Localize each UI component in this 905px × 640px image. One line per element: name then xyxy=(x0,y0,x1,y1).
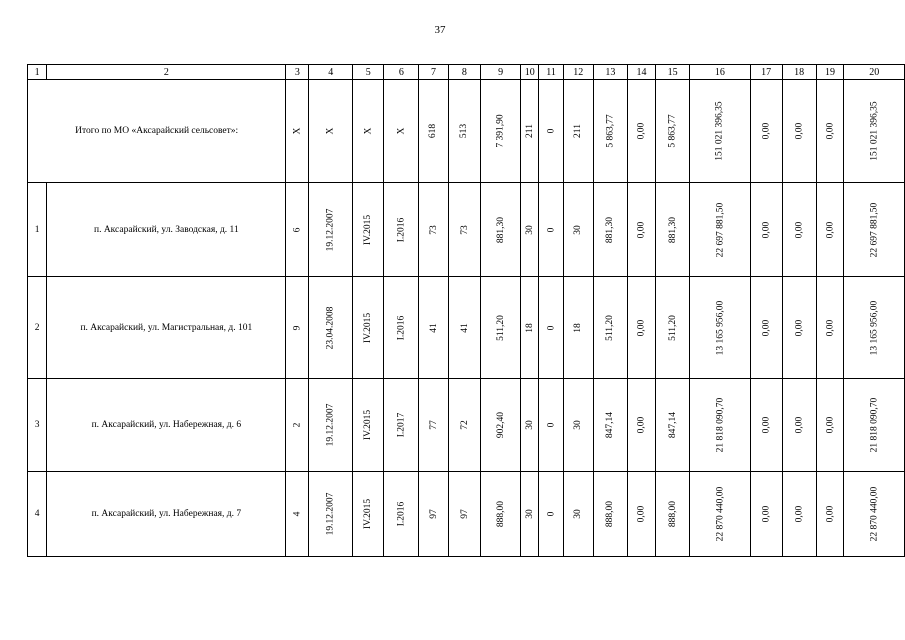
address-cell: п. Аксарайский, ул. Набережная, д. 6 xyxy=(47,379,286,472)
table-cell: 0,00 xyxy=(628,379,656,472)
table-row xyxy=(28,183,905,277)
table-cell: I.2016 xyxy=(384,277,419,379)
table-cell: 22 697 881,50 xyxy=(844,183,905,277)
address-cell: п. Аксарайский, ул. Заводская, д. 11 xyxy=(47,183,286,277)
table-cell: 0 xyxy=(539,379,563,472)
table-cell: 22 697 881,50 xyxy=(690,183,750,277)
summary-cell: 211 xyxy=(521,80,539,183)
table-cell: 881,30 xyxy=(655,183,689,277)
table-cell: 0,00 xyxy=(750,472,782,557)
address-cell: п. Аксарайский, ул. Набережная, д. 7 xyxy=(47,472,286,557)
summary-cell: Х xyxy=(384,80,419,183)
table-cell: IV.2015 xyxy=(353,183,384,277)
row-number: 4 xyxy=(28,472,47,557)
summary-cell: 0,00 xyxy=(816,80,844,183)
table-cell: 19.12.2007 xyxy=(309,379,353,472)
header-cell: 19 xyxy=(816,65,844,80)
table-cell: 0,00 xyxy=(816,277,844,379)
summary-cell: 5 863,77 xyxy=(655,80,689,183)
table-cell: 511,20 xyxy=(593,277,627,379)
summary-cell: 0 xyxy=(539,80,563,183)
summary-cell: 0,00 xyxy=(750,80,782,183)
header-cell: 6 xyxy=(384,65,419,80)
table-cell: 0,00 xyxy=(782,379,816,472)
table-cell: 77 xyxy=(419,379,448,472)
table-cell: 0,00 xyxy=(750,379,782,472)
header-cell: 3 xyxy=(286,65,309,80)
summary-cell: 0,00 xyxy=(628,80,656,183)
table-cell: 888,00 xyxy=(655,472,689,557)
table-cell: 13 165 956,00 xyxy=(844,277,905,379)
row-number: 2 xyxy=(28,277,47,379)
table-cell: 18 xyxy=(521,277,539,379)
table-cell: 9 xyxy=(286,277,309,379)
table-cell: I.2016 xyxy=(384,472,419,557)
table-cell: 0 xyxy=(539,183,563,277)
table-cell: 0 xyxy=(539,277,563,379)
table-cell: 19.12.2007 xyxy=(309,472,353,557)
table-cell: 21 818 090,70 xyxy=(690,379,750,472)
table-cell: 0,00 xyxy=(816,472,844,557)
table-cell: 888,00 xyxy=(481,472,521,557)
table-cell: 511,20 xyxy=(655,277,689,379)
summary-cell: 7 391,90 xyxy=(481,80,521,183)
table-cell: 0,00 xyxy=(750,183,782,277)
table-cell: 0,00 xyxy=(628,472,656,557)
summary-row xyxy=(28,80,905,183)
page-number: 37 xyxy=(434,24,446,36)
table-cell: 97 xyxy=(448,472,481,557)
row-number: 1 xyxy=(28,183,47,277)
table-cell: 2 xyxy=(286,379,309,472)
table-cell: 881,30 xyxy=(481,183,521,277)
summary-cell: 151 021 396,35 xyxy=(690,80,750,183)
header-row xyxy=(28,65,905,80)
header-cell: 7 xyxy=(419,65,448,80)
table-cell: 0,00 xyxy=(816,379,844,472)
table-cell: 0,00 xyxy=(782,277,816,379)
summary-cell: 513 xyxy=(448,80,481,183)
table-cell: 0,00 xyxy=(628,277,656,379)
summary-cell: 618 xyxy=(419,80,448,183)
header-cell: 14 xyxy=(628,65,656,80)
table-row xyxy=(28,472,905,557)
table-cell: 0,00 xyxy=(750,277,782,379)
table-cell: IV.2015 xyxy=(353,379,384,472)
table-cell: 72 xyxy=(448,379,481,472)
header-cell: 13 xyxy=(593,65,627,80)
summary-label: Итого по МО «Аксарайский сельсовет»: xyxy=(28,80,286,183)
table-row xyxy=(28,379,905,472)
table-cell: 13 165 956,00 xyxy=(690,277,750,379)
header-cell: 17 xyxy=(750,65,782,80)
header-cell: 1 xyxy=(28,65,47,80)
summary-cell: Х xyxy=(309,80,353,183)
table-cell: 4 xyxy=(286,472,309,557)
table-cell: 0,00 xyxy=(782,472,816,557)
table-cell: 30 xyxy=(521,379,539,472)
table-cell: 73 xyxy=(419,183,448,277)
table-cell: 511,20 xyxy=(481,277,521,379)
header-cell: 12 xyxy=(563,65,593,80)
header-cell: 11 xyxy=(539,65,563,80)
summary-cell: Х xyxy=(353,80,384,183)
address-cell: п. Аксарайский, ул. Магистральная, д. 101 xyxy=(47,277,286,379)
table-cell: 41 xyxy=(448,277,481,379)
header-cell: 16 xyxy=(690,65,750,80)
summary-cell: 211 xyxy=(563,80,593,183)
table-cell: 30 xyxy=(563,183,593,277)
table-cell: 97 xyxy=(419,472,448,557)
summary-cell: 0,00 xyxy=(782,80,816,183)
table-cell: 0,00 xyxy=(816,183,844,277)
table-cell: 41 xyxy=(419,277,448,379)
table-cell: 30 xyxy=(563,379,593,472)
header-cell: 2 xyxy=(47,65,286,80)
table-cell: I.2016 xyxy=(384,183,419,277)
header-cell: 8 xyxy=(448,65,481,80)
header-cell: 20 xyxy=(844,65,905,80)
table-cell: 0,00 xyxy=(628,183,656,277)
row-number: 3 xyxy=(28,379,47,472)
housing-table xyxy=(27,64,905,557)
header-cell: 18 xyxy=(782,65,816,80)
table-cell: 30 xyxy=(521,472,539,557)
table-cell: 19.12.2007 xyxy=(309,183,353,277)
header-cell: 4 xyxy=(309,65,353,80)
table-row xyxy=(28,277,905,379)
summary-cell: 151 021 396,35 xyxy=(844,80,905,183)
table-cell: 902,40 xyxy=(481,379,521,472)
table-cell: 22 870 440,00 xyxy=(690,472,750,557)
header-cell: 10 xyxy=(521,65,539,80)
table-cell: 30 xyxy=(521,183,539,277)
header-cell: 9 xyxy=(481,65,521,80)
table-cell: 888,00 xyxy=(593,472,627,557)
table-cell: 23.04.2008 xyxy=(309,277,353,379)
table-cell: 6 xyxy=(286,183,309,277)
table-cell: 22 870 440,00 xyxy=(844,472,905,557)
table-cell: 73 xyxy=(448,183,481,277)
table-cell: IV.2015 xyxy=(353,472,384,557)
summary-cell: Х xyxy=(286,80,309,183)
table-cell: 30 xyxy=(563,472,593,557)
header-cell: 5 xyxy=(353,65,384,80)
table-cell: 21 818 090,70 xyxy=(844,379,905,472)
table-cell: IV.2015 xyxy=(353,277,384,379)
summary-cell: 5 863,77 xyxy=(593,80,627,183)
table-cell: 0 xyxy=(539,472,563,557)
table-cell: 847,14 xyxy=(593,379,627,472)
table-cell: 847,14 xyxy=(655,379,689,472)
table-cell: I.2017 xyxy=(384,379,419,472)
table-cell: 881,30 xyxy=(593,183,627,277)
table-cell: 0,00 xyxy=(782,183,816,277)
table-cell: 18 xyxy=(563,277,593,379)
header-cell: 15 xyxy=(655,65,689,80)
